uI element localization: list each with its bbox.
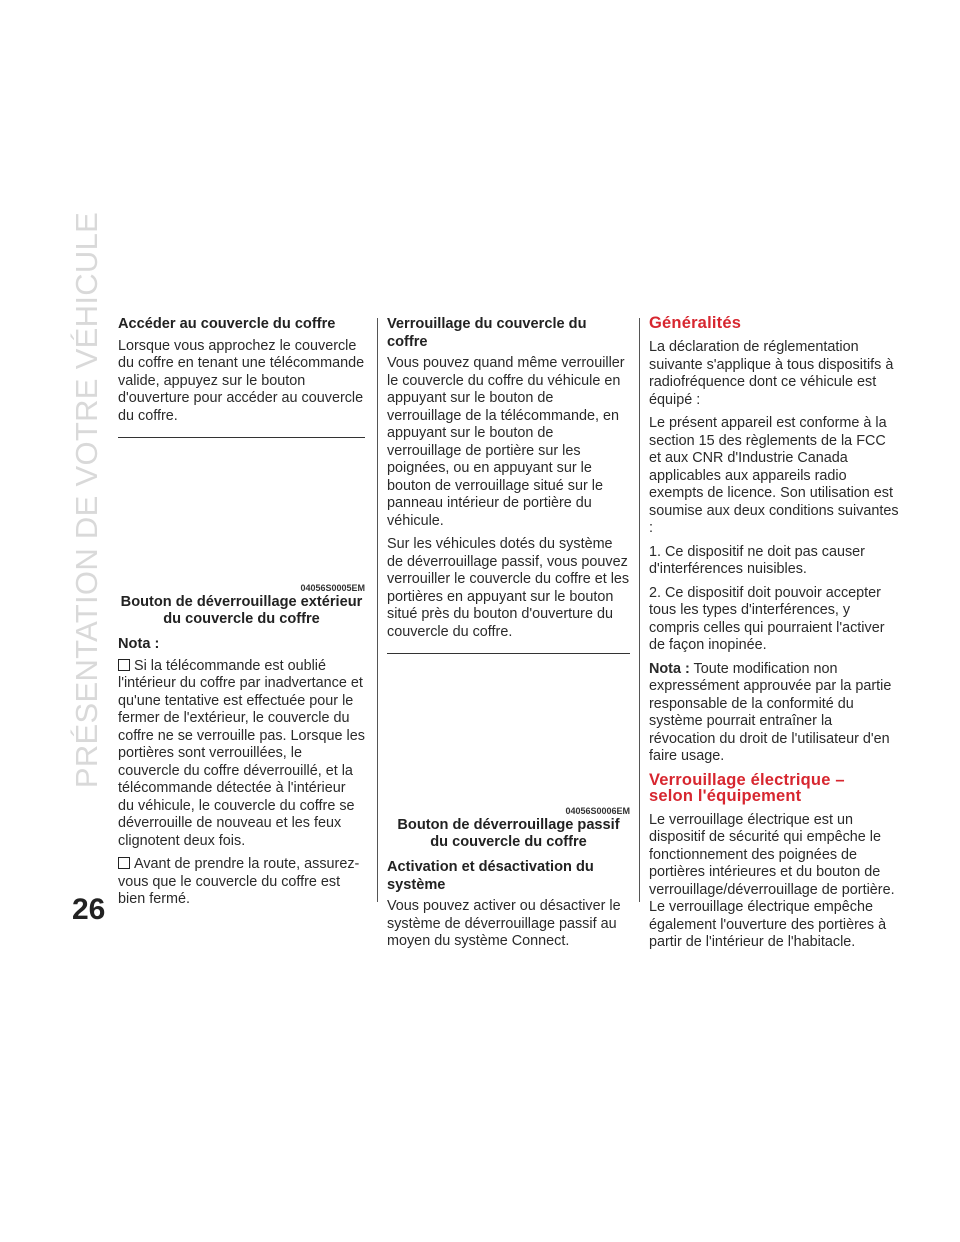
- column-2: [387, 312, 630, 957]
- bullet-item: [118, 658, 365, 851]
- figure-passive-release: [387, 653, 630, 816]
- numbered-item: 2. Ce dispositif doit pouvoir accepter tous les types d'interférences, y compris celles qui pourraient l'activer de façon inopinée.: [649, 584, 885, 653]
- paragraph: La déclaration de réglementation suivante s'applique à tous dispositifs à radiofréquence dont ce véhicule est équipé :: [649, 339, 894, 408]
- figure-image-area: [387, 654, 630, 806]
- paragraph: Vous pouvez quand même verrouiller le couvercle du coffre du véhicule en appuyant sur le bouton de verrouillage de la télécommande, en appuyant sur le bouton de verrouillage de portière sur les poignées, ou en appuyant sur le bouton de verrouillage situé sur le panneau intérieur de portière du véhicule.: [387, 355, 625, 529]
- checkbox-bullet-icon: [118, 659, 130, 671]
- heading-activation: Activation et désactivation du système: [387, 859, 594, 893]
- side-section-title: [62, 211, 112, 789]
- figure-exterior-release: [118, 437, 365, 593]
- page-number: 26: [72, 893, 106, 926]
- nota-text: Toute modification non expressément approuvée par la partie responsable de la conformité du système pourrait entraîner la révocation du droit de l'utilisateur d'en faire usage.: [649, 660, 892, 764]
- column-1: [118, 312, 365, 915]
- paragraph: Vous pouvez activer ou désactiver le système de déverrouillage passif au moyen du système Connect.: [387, 898, 621, 949]
- nota-label: Nota :: [649, 660, 690, 677]
- column-3: [649, 312, 899, 958]
- bullet-text: Avant de prendre la route, assurez-vous que le couvercle du coffre est bien fermé.: [118, 856, 360, 907]
- section-title-power-locking: [649, 772, 899, 804]
- figure-caption: Bouton de déverrouillage extérieur du couvercle du coffre: [120, 594, 363, 627]
- bullet-item: [118, 856, 365, 909]
- checkbox-bullet-icon: [118, 857, 130, 869]
- section-title-general: Généralités: [649, 314, 742, 332]
- figure-code: 04056S0005EM: [300, 583, 365, 593]
- heading-trunk-locking: Verrouillage du couvercle du coffre: [387, 316, 587, 350]
- paragraph: Lorsque vous approchez le couvercle du coffre en tenant une télécommande valide, appuyez sur le bouton d'ouverture pour accéder au couvercle du coffre.: [118, 337, 365, 424]
- column-divider: [377, 318, 378, 902]
- bullet-text: Si la télécommande est oublié l'intérieur du coffre par inadvertance et qu'une tentative est effectuée pour le fermer de l'extérieur, le couvercle du coffre ne se verrouille pas. Lorsque les portières sont verrouillées, le couvercle du coffre déverrouillé, et la télécommande détectée à l'intérieur du véhicule, le couvercle du coffre se déverrouille de nouveau et les feux clignotent deux fois.: [118, 657, 365, 849]
- figure-caption: Bouton de déverrouillage passif du couvercle du coffre: [397, 817, 620, 850]
- nota-paragraph: [649, 661, 899, 766]
- figure-code: 04056S0006EM: [565, 806, 630, 816]
- section-title-line: Verrouillage électrique –: [649, 770, 845, 789]
- heading-access-trunk: Accéder au couvercle du coffre: [118, 316, 336, 332]
- paragraph: Le présent appareil est conforme à la section 15 des règlements de la FCC et aux CNR d'Industrie Canada applicables aux appareils radio exempts de licence. Son utilisation est soumise aux deux conditions suivantes :: [649, 415, 899, 536]
- numbered-item: 1. Ce dispositif ne doit pas causer d'interférences nuisibles.: [649, 543, 865, 577]
- column-divider: [639, 318, 640, 902]
- paragraph: Le verrouillage électrique est un dispositif de sécurité qui empêche le fonctionnement des poignées de portières intérieures et du bouton de verrouillage/déverrouillage de portière. Le verrouillage électrique empêche également l'ouverture des portières à partir de l'intérieur de l'habitacle.: [649, 811, 895, 950]
- side-title-text: PRÉSENTATION DE VOTRE VÉHICULE: [69, 211, 104, 789]
- section-title-line: selon l'équipement: [649, 786, 802, 805]
- figure-image-area: [118, 438, 365, 583]
- nota-label: Nota :: [118, 636, 160, 652]
- paragraph: Sur les véhicules dotés du système de déverrouillage passif, vous pouvez verrouiller le couvercle du coffre et les portières en appuyant sur le bouton situé près du bouton d'ouverture du couvercle du coffre.: [387, 536, 630, 640]
